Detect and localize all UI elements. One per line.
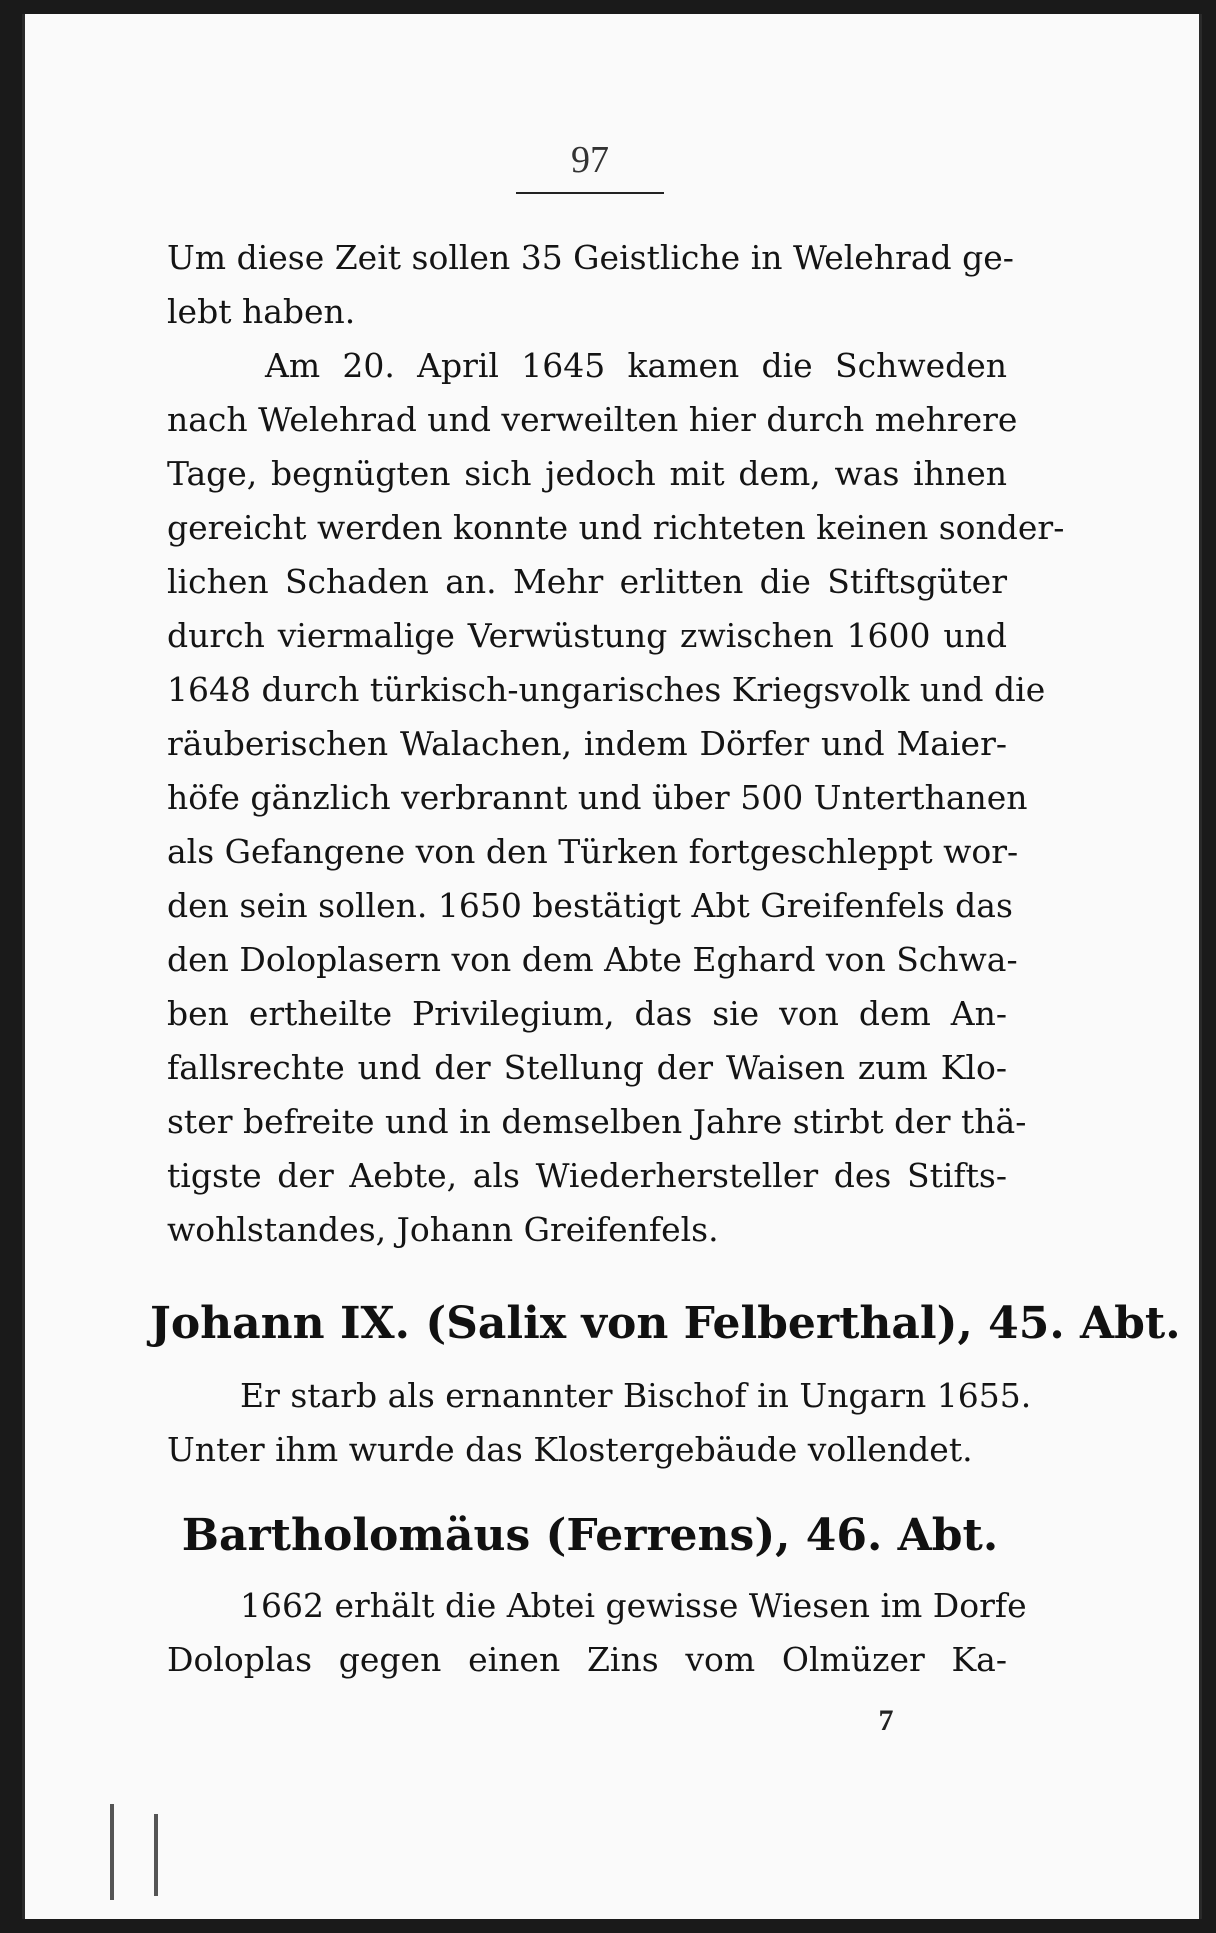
text-line: Am 20. April 1645 kamen die Schweden [265,346,1007,385]
page-number: 97 [571,139,609,181]
page-edge-left [22,14,25,1919]
text-line: räuberischen Walachen, indem Dörfer und Maier- [167,724,1007,763]
page-number-rule [516,192,664,194]
text-line: wohlstandes, Johann Greifenfels. [167,1210,719,1249]
page-edge-right [1199,14,1202,1919]
text-line: durch viermalige Verwüstung zwischen 1600 und [167,616,1007,655]
text-line: fallsrechte und der Stellung der Waisen zum Klo- [167,1048,1007,1087]
text-line: 1648 durch türkisch-ungarisches Kriegsvolk und die [167,670,1046,709]
text-line: Tage, begnügten sich jedoch mit dem, was ihnen [167,454,1007,493]
text-line: Unter ihm wurde das Klostergebäude vollendet. [167,1430,973,1469]
text-line: lebt haben. [167,292,356,331]
text-line: tigste der Aebte, als Wiederhersteller des Stifts- [167,1156,1007,1195]
text-line: den Doloplasern von dem Abte Eghard von Schwa- [167,940,1018,979]
text-line: lichen Schaden an. Mehr erlitten die Stiftsgüter [167,562,1007,601]
section-heading: Bartholomäus (Ferrens), 46. Abt. [181,1510,999,1561]
text-line: Doloplas gegen einen Zins vom Olmüzer Ka- [167,1640,1007,1679]
text-line: Er starb als ernannter Bischof in Ungarn 1655. [240,1376,1032,1415]
text-line: ben ertheilte Privilegium, das sie von dem An- [167,994,1007,1033]
section-heading: Johann IX. (Salix von Felberthal), 45. Abt. [150,1298,1181,1349]
text-line: nach Welehrad und verweilten hier durch mehrere [167,400,1018,439]
signature-mark: 7 [878,1704,894,1737]
text-line: ster befreite und in demselben Jahre stirbt der thä- [167,1102,1027,1141]
margin-mark [154,1814,158,1896]
text-line: gereicht werden konnte und richteten keinen sonder- [167,508,1065,547]
text-line: den sein sollen. 1650 bestätigt Abt Greifenfels das [167,886,1013,925]
text-line: 1662 erhält die Abtei gewisse Wiesen im Dorfe [240,1586,1027,1625]
text-line: höfe gänzlich verbrannt und über 500 Unterthanen [167,778,1028,817]
margin-mark [110,1804,114,1900]
text-line: Um diese Zeit sollen 35 Geistliche in Welehrad ge- [167,238,1014,277]
text-line: als Gefangene von den Türken fortgeschleppt wor- [167,832,1019,871]
